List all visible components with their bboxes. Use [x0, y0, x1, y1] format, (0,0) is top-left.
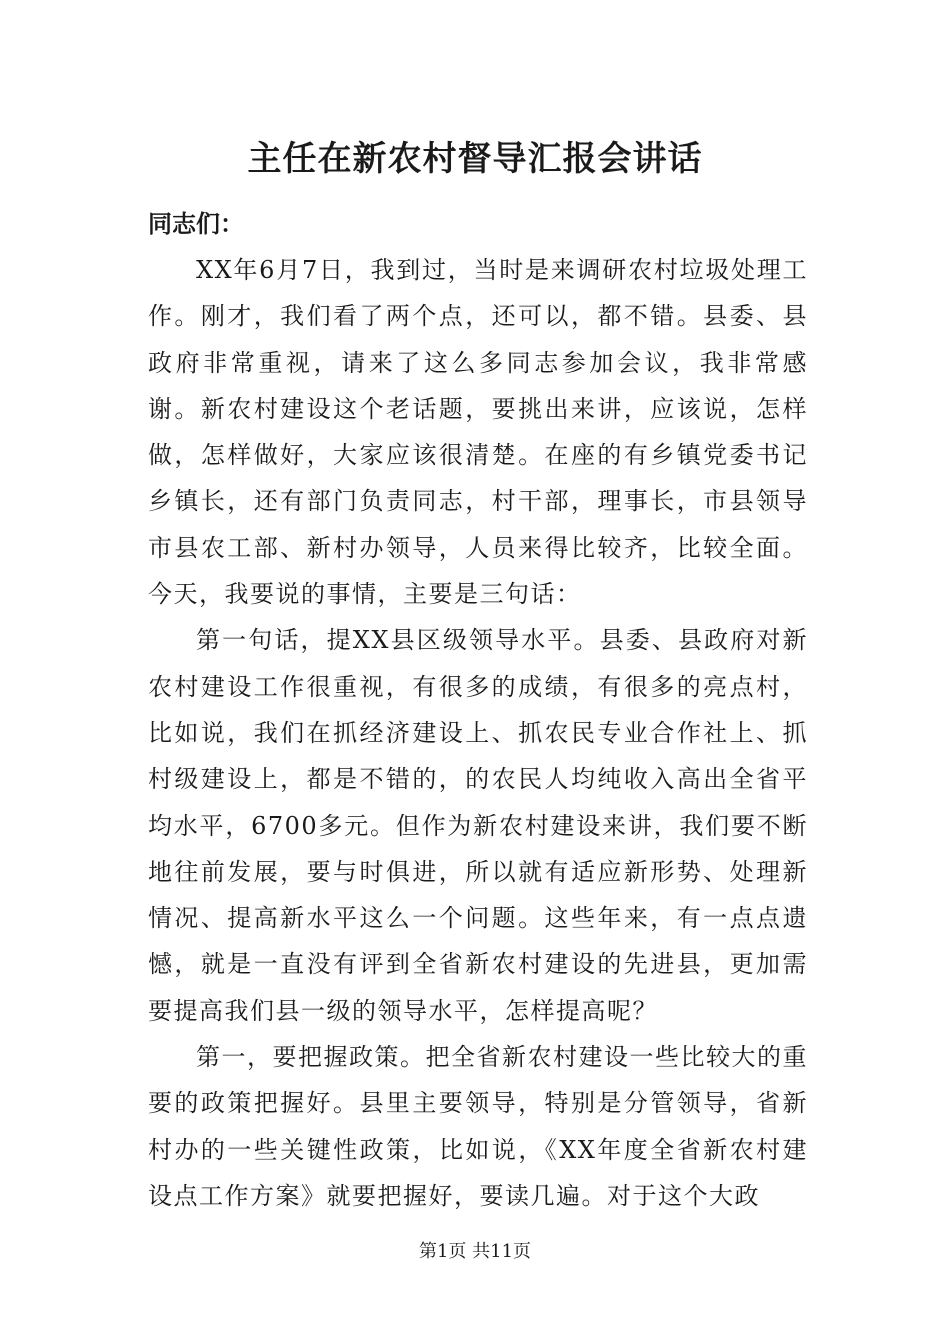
paragraph-3: 第一，要把握政策。把全省新农村建设一些比较大的重要的政策把握好。县里主要领导，特别是分管领导，省新村办的一些关键性政策，比如说，《XX年度全省新农村建设点工作方案》就要把握好，要读几遍。对于这个大政	[148, 1043, 808, 1210]
salutation: 同志们：	[148, 209, 244, 238]
paragraph-1: XX年6月7日，我到过，当时是来调研农村垃圾处理工作。刚才，我们看了两个点，还可以，都不错。县委、县政府非常重视，请来了这么多同志参加会议，我非常感谢。新农村建设这个老话题，要挑出来讲，应该说，怎样做，怎样做好，大家应该很清楚。在座的有乡镇党委书记乡镇长，还有部门负责同志，村干部，理事长，市县领导市县农工部、新村办领导，人员来得比较齐，比较全面。今天，我要说的事情，主要是三句话：	[148, 256, 808, 609]
page-number-footer: 第1页 共11页	[418, 1241, 532, 1262]
document-title: 主任在新农村督导汇报会讲话	[247, 139, 703, 179]
paragraph-2: 第一句话，提XX县区级领导水平。县委、县政府对新农村建设工作很重视，有很多的成绩，有很多的亮点村，比如说，我们在抓经济建设上、抓农民专业合作社上、抓村级建设上，都是不错的，的农民人均纯收入高出全省平均水平，6700多元。但作为新农村建设来讲，我们要不断地往前发展，要与时俱进，所以就有适应新形势、处理新情况、提高新水平这么一个问题。这些年来，有一点点遗憾，就是一直没有评到全省新农村建设的先进县，更加需要提高我们县一级的领导水平，怎样提高呢？	[148, 626, 808, 1025]
document-body	[148, 247, 808, 1219]
